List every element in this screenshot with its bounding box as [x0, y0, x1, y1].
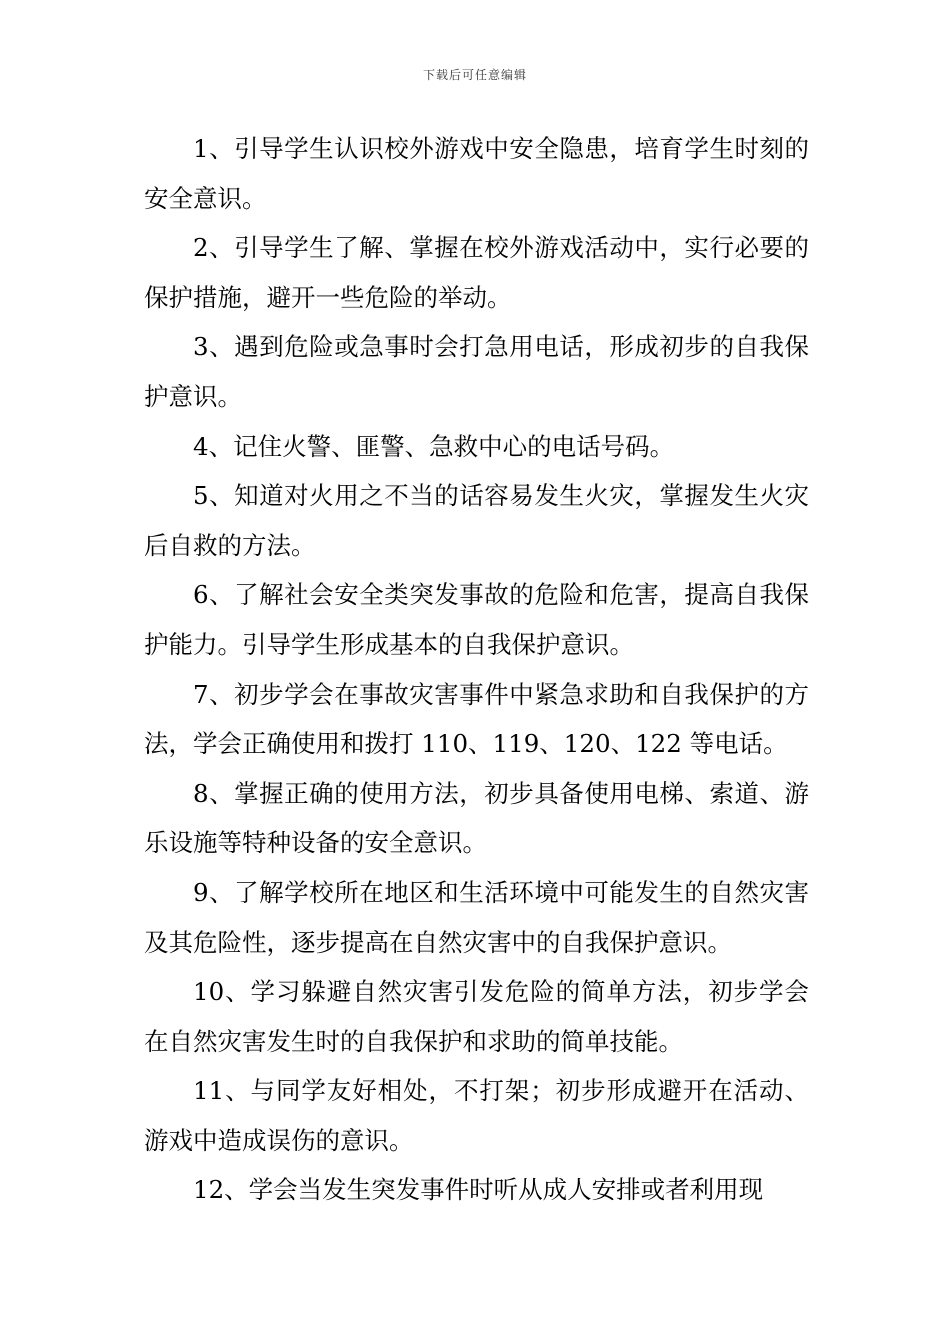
- paragraph-7: 7、初步学会在事故灾害事件中紧急求助和自我保护的方法，学会正确使用和拨打 110、119、120、122 等电话。: [144, 679, 809, 759]
- paragraph-1: 1、引导学生认识校外游戏中安全隐患，培育学生时刻的安全意识。: [144, 134, 809, 213]
- paragraph-4: 4、记住火警、匪警、急救中心的电话号码。: [193, 431, 675, 461]
- paragraph-9: 9、了解学校所在地区和生活环境中可能发生的自然灾害及其危险性，逐步提高在自然灾害中的自我保护意识。: [144, 877, 809, 957]
- paragraph-5: 5、知道对火用之不当的话容易发生火灾，掌握发生火灾后自救的方法。: [144, 481, 809, 560]
- document-body: [144, 124, 809, 1215]
- page-header: 下载后可任意编辑: [422, 68, 527, 82]
- paragraph-10: 10、学习躲避自然灾害引发危险的简单方法，初步学会在自然灾害发生时的自我保护和求助的简单技能。: [144, 977, 809, 1056]
- paragraph-2: 2、引导学生了解、掌握在校外游戏活动中，实行必要的保护措施，避开一些危险的举动。: [144, 233, 809, 312]
- paragraph-11: 11、与同学友好相处，不打架；初步形成避开在活动、游戏中造成误伤的意识。: [144, 1076, 809, 1155]
- paragraph-8: 8、掌握正确的使用方法，初步具备使用电梯、索道、游乐设施等特种设备的安全意识。: [144, 778, 809, 858]
- paragraph-12: 12、学会当发生突发事件时听从成人安排或者利用现: [193, 1175, 764, 1205]
- paragraph-3: 3、遇到危险或急事时会打急用电话，形成初步的自我保护意识。: [144, 332, 809, 411]
- paragraph-6: 6、了解社会安全类突发事故的危险和危害，提高自我保护能力。引导学生形成基本的自我保护意识。: [144, 580, 809, 659]
